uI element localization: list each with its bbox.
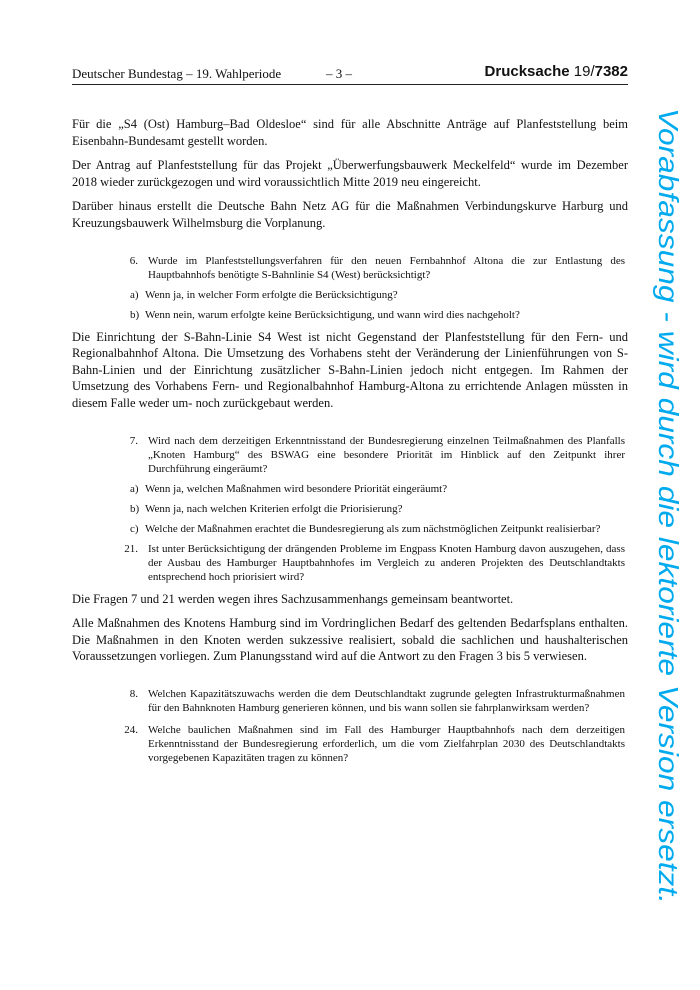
page-header [72,63,628,85]
question-text: Wird nach dem derzeitigen Erkenntnisstand der Bundesregierung einzelnen Teilmaßnahmen des Planfalls „Knoten Hamburg“ des BSWAG eine besondere Priorität im Hinblick auf den Zeitpunkt ihrer Durchführung eingeräumt? [148,434,625,475]
answer-7-21: Alle Maßnahmen des Knotens Hamburg sind im Vordringlichen Bedarf des geltenden Bedarfsplans enthalten. Die Maßnahmen in den Knoten werden sukzessive realisiert, sobald die sachlichen und haushalterischen Voraussetzungen vorliegen. Zum Planungsstand wird auf die Antwort zu den Fragen 3 bis 5 verwiesen. [72,616,628,664]
question-6 [110,254,625,282]
sub-label: a) [130,288,139,301]
question-number: 6. [129,254,138,267]
question-24 [110,723,625,765]
sub-text: Welche der Maßnahmen erachtet die Bundesregierung als zum nächstmöglichen Zeitpunkt realisierbar? [145,522,601,535]
document-body [72,116,628,765]
question-text: Welchen Kapazitätszuwachs werden die dem Deutschlandtakt zugrunde gelegten Infrastrukturmaßnahmen für den Bahnknoten Hamburg generieren können, und bis wann sollen sie fahrplanwirksam werden? [148,687,625,714]
question-7-sub-c [130,522,625,536]
answer-7-21-intro: Die Fragen 7 und 21 werden wegen ihres Sachzusammenhangs gemeinsam beantwortet. [72,591,514,606]
question-text: Wurde im Planfeststellungsverfahren für den neuen Fernbahnhof Altona die zur Entlastung des Hauptbahnhofs benötigte S-Bahnlinie S4 (West) berücksichtigt? [148,254,625,281]
header-doc-number: 7382 [594,63,628,80]
sub-text: Wenn ja, in welcher Form erfolgte die Berücksichtigung? [145,288,398,301]
question-number: 21. [124,542,138,555]
question-6-sub-a [130,288,625,302]
watermark-text: Vorabfassung - wird durch die lektorierte Version ersetzt. [653,108,684,799]
question-7-sub-b [130,502,625,516]
question-text: Ist unter Berücksichtigung der drängenden Probleme im Engpass Knoten Hamburg davon auszugehen, dass der Ausbau des Hamburger Hauptbahnhofes im Vergleich zu anderen Projekten des Deutschlandtakts entsprechend hoch priorisiert wird? [148,542,625,583]
question-7 [110,434,625,476]
answer-paragraph: Für die „S4 (Ost) Hamburg–Bad Oldesloe“ sind für alle Abschnitte Anträge auf Planfeststellung beim Eisenbahn-Bundesamt gestellt worden. [72,117,628,148]
question-text: Welche baulichen Maßnahmen sind im Fall des Hamburger Hauptbahnhofs nach dem derzeitigen Erkenntnisstand der Bundesregierung erforderlich, um die vom Zielfahrplan 2030 des Deutschlandtakts vorgegebenen Kapazitäten tragen zu können? [148,723,625,764]
question-6-sub-b [130,308,625,322]
sub-text: Wenn ja, nach welchen Kriterien erfolgt die Priorisierung? [145,502,403,515]
answer-6: Die Einrichtung der S-Bahn-Linie S4 West ist nicht Gegenstand der Planfeststellung für den Fern- und Regionalbahnhof Altona. Die Umsetzung des Vorhabens steht der Veränderung der Linienführungen von S-Bahn-Linien und der Einrichtung zusätzlicher S-Bahn-Linien jedoch nicht entgegen. Im Rahmen der Umsetzung des Vorhabens Fern- und Regionalbahnhof Hamburg-Altona zu errichtende Anlagen müssten in diesem Falle weder um- noch zurückgebaut werden. [72,329,628,410]
sub-label: b) [130,502,140,515]
header-page-number: – 3 – [326,66,352,81]
question-8 [110,687,625,715]
question-21 [110,542,625,584]
header-parliament: Deutscher Bundestag – 19. Wahlperiode [72,66,282,81]
sub-text: Wenn ja, welchen Maßnahmen wird besondere Priorität eingeräumt? [145,482,448,495]
question-number: 8. [129,687,138,700]
question-7-sub-a [130,482,625,496]
draft-watermark [645,108,689,904]
answer-paragraph: Darüber hinaus erstellt die Deutsche Bahn Netz AG für die Maßnahmen Verbindungskurve Harburg und Kreuzungsbauwerk Wilhelmsburg die Vorplanung. [72,199,628,230]
question-number: 24. [124,723,138,736]
watermark-svg [645,108,689,904]
sub-text: Wenn nein, warum erfolgte keine Berücksichtigung, und wann wird dies nachgeholt? [145,308,520,321]
sub-label: c) [130,522,139,535]
answer-paragraph: Der Antrag auf Planfeststellung für das Projekt „Überwerfungsbauwerk Meckelfeld“ wurde im Dezember 2018 wieder zurückgezogen und wird voraussichtlich Mitte 2019 neu eingereicht. [72,158,628,189]
sub-label: a) [130,482,139,495]
header-doc-period: 19/ [573,63,595,80]
header-document-id [485,63,628,80]
sub-label: b) [130,308,140,321]
header-doc-label: Drucksache [484,63,570,80]
question-number: 7. [129,434,138,447]
